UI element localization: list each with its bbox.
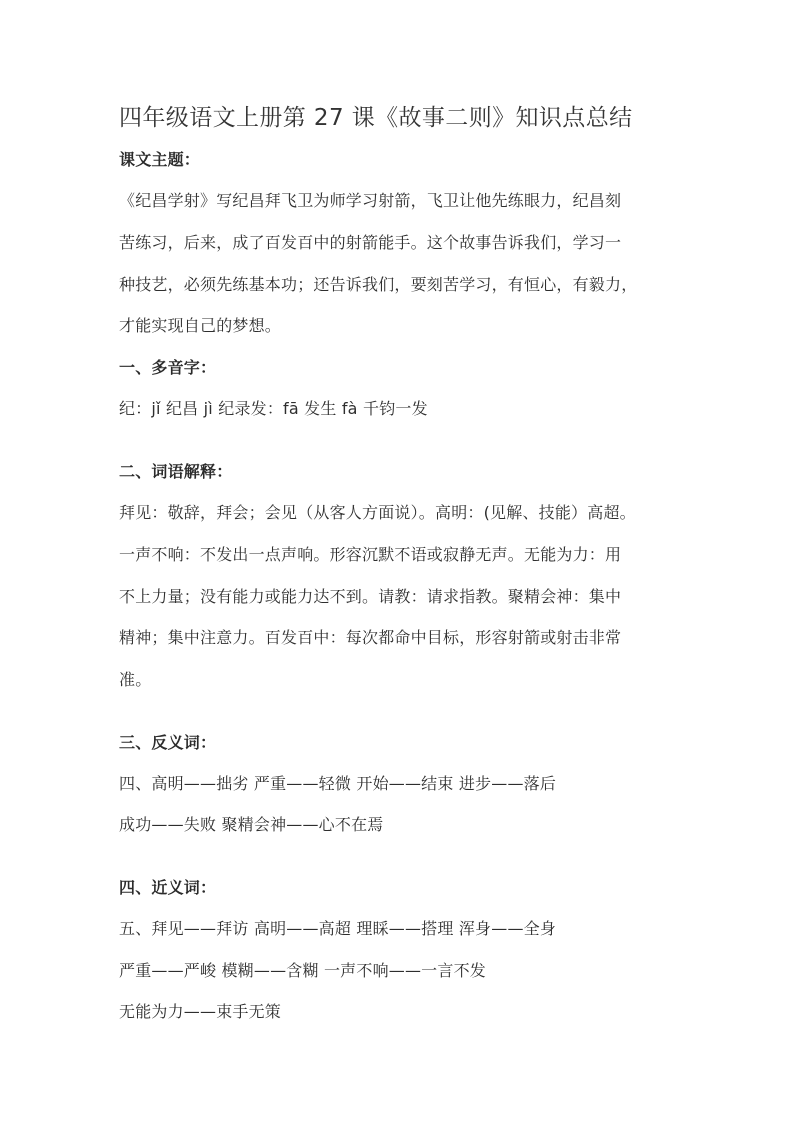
section-heading-polyphones: 一、多音字： <box>119 358 217 377</box>
section-heading-antonyms: 三、反义词： <box>119 733 217 752</box>
antonyms-line: 四、高明——拙劣 严重——轻微 开始——结束 进步——落后 <box>119 774 557 793</box>
theme-paragraph-line: 苦练习，后来，成了百发百中的射箭能手。这个故事告诉我们，学习一 <box>119 233 622 252</box>
theme-paragraph-line: 《纪昌学射》写纪昌拜飞卫为师学习射箭，飞卫让他先练眼力，纪昌刻 <box>119 191 622 210</box>
theme-paragraph-line: 种技艺，必须先练基本功；还告诉我们，要刻苦学习，有恒心，有毅力， <box>119 275 638 294</box>
word-explanation-line: 精神；集中注意力。百发百中：每次都命中目标，形容射箭或射击非常 <box>119 628 622 647</box>
synonyms-line: 严重——严峻 模糊——含糊 一声不响——一言不发 <box>119 961 486 980</box>
word-explanation-line: 一声不响：不发出一点声响。形容沉默不语或寂静无声。无能为力：用 <box>119 545 622 564</box>
synonyms-line: 五、拜见——拜访 高明——高超 理睬——搭理 浑身——全身 <box>119 919 557 938</box>
document-title: 四年级语文上册第 27 课《故事二则》知识点总结 <box>119 105 633 131</box>
theme-heading: 课文主题： <box>119 150 201 169</box>
antonyms-line: 成功——失败 聚精会神——心不在焉 <box>119 815 384 834</box>
polyphones-line: 纪：jǐ 纪昌 jì 纪录发：fā 发生 fà 千钧一发 <box>119 399 428 418</box>
word-explanation-line: 拜见：敬辞，拜会；会见（从客人方面说）。高明：(见解、技能）高超。 <box>119 503 636 522</box>
section-heading-word-explanations: 二、词语解释： <box>119 462 233 481</box>
theme-paragraph-line: 才能实现自己的梦想。 <box>119 316 282 335</box>
section-heading-synonyms: 四、近义词： <box>119 878 217 897</box>
synonyms-line: 无能为力——束手无策 <box>119 1002 282 1021</box>
word-explanation-line: 准。 <box>119 670 152 689</box>
word-explanation-line: 不上力量；没有能力或能力达不到。请教：请求指教。聚精会神：集中 <box>119 587 622 606</box>
